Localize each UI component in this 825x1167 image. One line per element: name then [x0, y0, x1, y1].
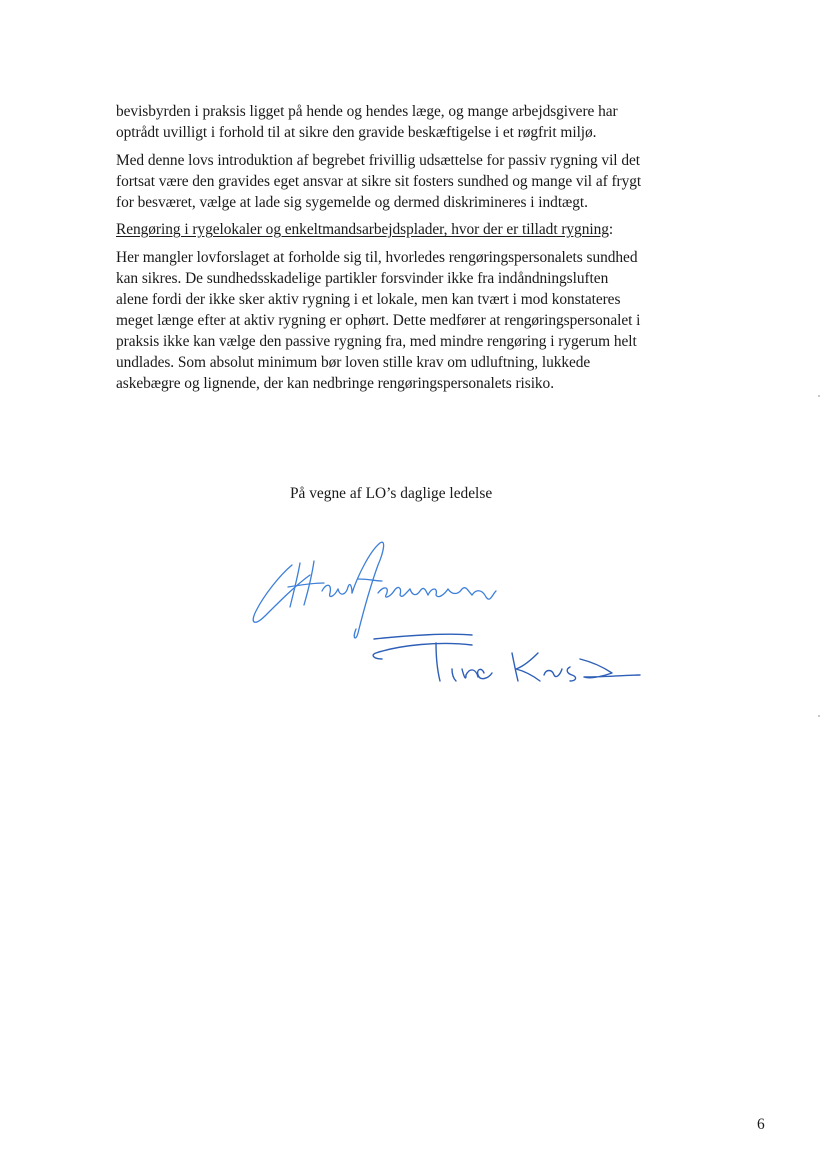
- closing-line: På vegne af LO’s daglige ledelse: [290, 485, 493, 502]
- paragraph-text: Her mangler lovforslaget at forholde sig til, hvorledes rengøringspersonalets sundhed kan sikres. De sundhedsskadelige partikler forsvinder ikke fra indåndningsluften alene fordi der ikke sker aktiv rygning i et lokale, men kan tvært i mod konstateres meget længe efter at aktiv rygning er ophørt. Dette medfører at rengøringspersonalet i praksis ikke kan vælge den passive rygning fra, med mindre rengøring i rygerum helt undlades. Som absolut minimum bør loven stille krav om udluftning, lukkede askebægre og lignende, der kan nedbringe rengøringspersonalets risiko.: [116, 249, 641, 392]
- paragraph-voluntary-exposure: [116, 150, 716, 213]
- section-heading-cleaning: [116, 219, 716, 240]
- first-signature: [253, 542, 496, 638]
- paragraph-text: Med denne lovs introduktion af begrebet frivillig udsættelse for passiv rygning vil det fortsat være den gravides eget ansvar at sikre sit fosters sundhed og mange vil af frygt for besværet, vælge at lade sig sygemelde og dermed diskrimineres i indtægt.: [116, 152, 642, 211]
- scan-speck: [818, 395, 820, 397]
- section-heading-underlined: Rengøring i rygelokaler og enkeltmandsarbejdsplader, hvor der er tilladt rygning: [116, 221, 609, 238]
- handwritten-signatures-image: [240, 535, 660, 695]
- paragraph-cleaning-staff: [116, 247, 716, 394]
- section-heading: [116, 219, 716, 240]
- signature-block: [240, 535, 660, 695]
- scan-speck: [818, 715, 820, 717]
- paragraph-text: bevisbyrden i praksis ligget på hende og hendes læge, og mange arbejdsgivere har optrådt uvilligt i forhold til at sikre den gravide beskæftigelse i et røgfrit miljø.: [116, 103, 618, 141]
- page-number: 6: [757, 1116, 765, 1133]
- second-signature: [373, 634, 640, 681]
- section-heading-colon: :: [608, 221, 614, 238]
- paragraph-burden-of-proof: [116, 101, 716, 143]
